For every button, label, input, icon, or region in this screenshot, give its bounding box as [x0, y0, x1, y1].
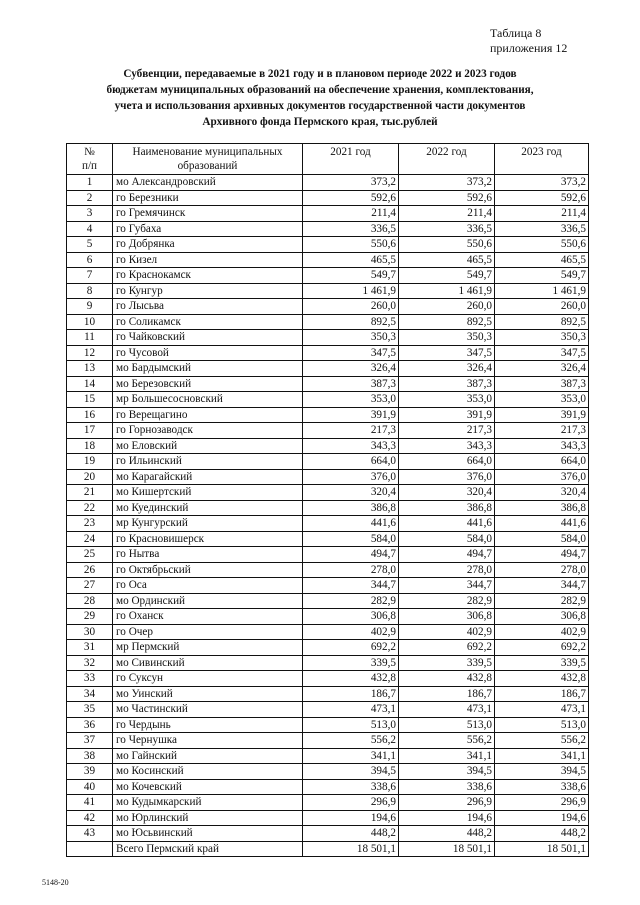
value-2021: 465,5 [303, 252, 399, 268]
value-2023: 344,7 [495, 578, 589, 594]
value-2022: 692,2 [399, 640, 495, 656]
municipality-name: го Горнозаводск [113, 423, 303, 439]
row-number: 3 [67, 206, 113, 222]
value-2021: 211,4 [303, 206, 399, 222]
row-number: 1 [67, 175, 113, 191]
table-row [67, 609, 589, 625]
value-2022: 513,0 [399, 717, 495, 733]
row-number: 4 [67, 221, 113, 237]
value-2021: 278,0 [303, 562, 399, 578]
value-2022: 296,9 [399, 795, 495, 811]
table-row [67, 268, 589, 284]
table-row [67, 500, 589, 516]
municipality-name: го Губаха [113, 221, 303, 237]
value-2023: 278,0 [495, 562, 589, 578]
value-2021: 18 501,1 [303, 841, 399, 857]
row-number: 11 [67, 330, 113, 346]
value-2022: 347,5 [399, 345, 495, 361]
municipality-name: го Октябрьский [113, 562, 303, 578]
value-2021: 513,0 [303, 717, 399, 733]
table-row [67, 593, 589, 609]
value-2021: 550,6 [303, 237, 399, 253]
value-2021: 494,7 [303, 547, 399, 563]
municipality-name: го Чайковский [113, 330, 303, 346]
value-2023: 448,2 [495, 826, 589, 842]
value-2023: 306,8 [495, 609, 589, 625]
table-row [67, 283, 589, 299]
value-2022: 432,8 [399, 671, 495, 687]
document-code: 5148-20 [42, 878, 69, 887]
value-2021: 320,4 [303, 485, 399, 501]
value-2021: 448,2 [303, 826, 399, 842]
municipality-name: го Краснокамск [113, 268, 303, 284]
value-2023: 336,5 [495, 221, 589, 237]
row-number: 40 [67, 779, 113, 795]
municipality-name: мо Кудымкарский [113, 795, 303, 811]
row-number: 26 [67, 562, 113, 578]
table-body [67, 175, 589, 857]
table-row [67, 702, 589, 718]
row-number: 13 [67, 361, 113, 377]
value-2023: 394,5 [495, 764, 589, 780]
row-number: 8 [67, 283, 113, 299]
row-number: 28 [67, 593, 113, 609]
municipality-name: го Соликамск [113, 314, 303, 330]
value-2023: 386,8 [495, 500, 589, 516]
table-row [67, 640, 589, 656]
value-2021: 592,6 [303, 190, 399, 206]
value-2022: 394,5 [399, 764, 495, 780]
title-line: учета и использования архивных документов государственной части документов [114, 100, 526, 112]
municipality-name: мо Ординский [113, 593, 303, 609]
table-row [67, 717, 589, 733]
value-2021: 549,7 [303, 268, 399, 284]
value-2022: 353,0 [399, 392, 495, 408]
municipality-name: мо Юрлинский [113, 810, 303, 826]
row-number: 24 [67, 531, 113, 547]
municipality-name: мо Косинский [113, 764, 303, 780]
table-row [67, 206, 589, 222]
value-2021: 664,0 [303, 454, 399, 470]
title-line: бюджетам муниципальных образований на обеспечение хранения, комплектования, [106, 84, 534, 96]
municipality-name: Всего Пермский край [113, 841, 303, 857]
header-name-line: Наименование муниципальных [132, 146, 283, 158]
table-header-row [67, 144, 589, 175]
value-2022: 306,8 [399, 609, 495, 625]
row-number: 37 [67, 733, 113, 749]
municipality-name: го Оса [113, 578, 303, 594]
value-2022: 465,5 [399, 252, 495, 268]
header-2023: 2023 год [495, 144, 589, 175]
value-2023: 338,6 [495, 779, 589, 795]
row-number: 6 [67, 252, 113, 268]
municipality-name: го Чернушка [113, 733, 303, 749]
value-2023: 387,3 [495, 376, 589, 392]
value-2021: 282,9 [303, 593, 399, 609]
table-row [67, 361, 589, 377]
value-2022: 338,6 [399, 779, 495, 795]
value-2021: 338,6 [303, 779, 399, 795]
table-row [67, 779, 589, 795]
value-2021: 326,4 [303, 361, 399, 377]
municipality-name: мо Гайнский [113, 748, 303, 764]
value-2022: 373,2 [399, 175, 495, 191]
municipality-name: мо Березовский [113, 376, 303, 392]
row-number: 22 [67, 500, 113, 516]
table-row [67, 485, 589, 501]
value-2021: 341,1 [303, 748, 399, 764]
value-2022: 278,0 [399, 562, 495, 578]
municipality-name: го Чердынь [113, 717, 303, 733]
value-2022: 664,0 [399, 454, 495, 470]
row-number: 43 [67, 826, 113, 842]
header-number [67, 144, 113, 175]
value-2022: 391,9 [399, 407, 495, 423]
value-2022: 387,3 [399, 376, 495, 392]
value-2023: 556,2 [495, 733, 589, 749]
row-number: 27 [67, 578, 113, 594]
municipality-name: мо Кочевский [113, 779, 303, 795]
value-2022: 344,7 [399, 578, 495, 594]
value-2023: 592,6 [495, 190, 589, 206]
value-2021: 432,8 [303, 671, 399, 687]
value-2021: 306,8 [303, 609, 399, 625]
header-name [113, 144, 303, 175]
header-2021: 2021 год [303, 144, 399, 175]
value-2021: 353,0 [303, 392, 399, 408]
value-2021: 336,5 [303, 221, 399, 237]
value-2023: 217,3 [495, 423, 589, 439]
header-number-symbol: № [84, 146, 95, 158]
row-number: 39 [67, 764, 113, 780]
value-2023: 549,7 [495, 268, 589, 284]
value-2023: 211,4 [495, 206, 589, 222]
value-2023: 194,6 [495, 810, 589, 826]
value-2023: 494,7 [495, 547, 589, 563]
row-number: 21 [67, 485, 113, 501]
row-number: 20 [67, 469, 113, 485]
value-2022: 326,4 [399, 361, 495, 377]
header-number-label: п/п [81, 160, 98, 172]
value-2021: 402,9 [303, 624, 399, 640]
row-number [67, 841, 113, 857]
value-2023: 341,1 [495, 748, 589, 764]
value-2023: 339,5 [495, 655, 589, 671]
value-2021: 217,3 [303, 423, 399, 439]
title-line: Субвенции, передаваемые в 2021 году и в плановом периоде 2022 и 2023 годов [123, 68, 517, 80]
municipality-name: мо Александровский [113, 175, 303, 191]
value-2022: 339,5 [399, 655, 495, 671]
value-2022: 260,0 [399, 299, 495, 315]
subsidies-table [66, 143, 589, 857]
value-2022: 341,1 [399, 748, 495, 764]
value-2021: 692,2 [303, 640, 399, 656]
row-number: 42 [67, 810, 113, 826]
municipality-name: го Нытва [113, 547, 303, 563]
value-2021: 186,7 [303, 686, 399, 702]
value-2022: 386,8 [399, 500, 495, 516]
table-row [67, 531, 589, 547]
value-2022: 194,6 [399, 810, 495, 826]
table-row [67, 423, 589, 439]
row-number: 14 [67, 376, 113, 392]
value-2022: 343,3 [399, 438, 495, 454]
value-2022: 211,4 [399, 206, 495, 222]
value-2022: 550,6 [399, 237, 495, 253]
value-2021: 376,0 [303, 469, 399, 485]
row-number: 23 [67, 516, 113, 532]
value-2022: 592,6 [399, 190, 495, 206]
row-number: 31 [67, 640, 113, 656]
municipality-name: мо Кишертский [113, 485, 303, 501]
value-2023: 376,0 [495, 469, 589, 485]
value-2022: 441,6 [399, 516, 495, 532]
value-2023: 664,0 [495, 454, 589, 470]
value-2023: 18 501,1 [495, 841, 589, 857]
row-number: 36 [67, 717, 113, 733]
table-row [67, 516, 589, 532]
table-number: Таблица 8 [490, 26, 542, 40]
table-row [67, 748, 589, 764]
table-row [67, 733, 589, 749]
row-number: 10 [67, 314, 113, 330]
row-number: 16 [67, 407, 113, 423]
value-2023: 326,4 [495, 361, 589, 377]
value-2023: 320,4 [495, 485, 589, 501]
row-number: 29 [67, 609, 113, 625]
table-row [67, 392, 589, 408]
value-2022: 402,9 [399, 624, 495, 640]
row-number: 25 [67, 547, 113, 563]
table-row [67, 376, 589, 392]
row-number: 33 [67, 671, 113, 687]
row-number: 7 [67, 268, 113, 284]
table-row [67, 314, 589, 330]
value-2022: 18 501,1 [399, 841, 495, 857]
municipality-name: го Добрянка [113, 237, 303, 253]
value-2022: 336,5 [399, 221, 495, 237]
appendix-reference: приложения 12 [490, 41, 568, 55]
municipality-name: го Очер [113, 624, 303, 640]
value-2023: 260,0 [495, 299, 589, 315]
table-row [67, 671, 589, 687]
value-2023: 1 461,9 [495, 283, 589, 299]
municipality-name: мо Бардымский [113, 361, 303, 377]
table-row [67, 330, 589, 346]
table-row [67, 175, 589, 191]
row-number: 35 [67, 702, 113, 718]
value-2023: 282,9 [495, 593, 589, 609]
value-2022: 473,1 [399, 702, 495, 718]
municipality-name: го Лысьва [113, 299, 303, 315]
value-2021: 347,5 [303, 345, 399, 361]
table-row [67, 454, 589, 470]
value-2021: 473,1 [303, 702, 399, 718]
row-number: 9 [67, 299, 113, 315]
table-row [67, 810, 589, 826]
municipality-name: го Оханск [113, 609, 303, 625]
table-row [67, 578, 589, 594]
value-2023: 550,6 [495, 237, 589, 253]
table-row [67, 299, 589, 315]
value-2021: 387,3 [303, 376, 399, 392]
value-2022: 350,3 [399, 330, 495, 346]
value-2022: 584,0 [399, 531, 495, 547]
value-2023: 402,9 [495, 624, 589, 640]
table-row [67, 469, 589, 485]
municipality-name: го Кизел [113, 252, 303, 268]
value-2023: 441,6 [495, 516, 589, 532]
value-2023: 350,3 [495, 330, 589, 346]
table-row [67, 795, 589, 811]
row-number: 15 [67, 392, 113, 408]
value-2023: 343,3 [495, 438, 589, 454]
municipality-name: го Верещагино [113, 407, 303, 423]
value-2023: 353,0 [495, 392, 589, 408]
value-2022: 1 461,9 [399, 283, 495, 299]
row-number: 30 [67, 624, 113, 640]
value-2021: 350,3 [303, 330, 399, 346]
table-row [67, 252, 589, 268]
table-row [67, 764, 589, 780]
table-row [67, 190, 589, 206]
table-row [67, 237, 589, 253]
row-number: 5 [67, 237, 113, 253]
value-2022: 448,2 [399, 826, 495, 842]
table-row [67, 655, 589, 671]
value-2022: 376,0 [399, 469, 495, 485]
row-number: 18 [67, 438, 113, 454]
value-2021: 394,5 [303, 764, 399, 780]
row-number: 38 [67, 748, 113, 764]
total-row [67, 841, 589, 857]
municipality-name: мр Пермский [113, 640, 303, 656]
municipality-name: мо Сивинский [113, 655, 303, 671]
row-number: 12 [67, 345, 113, 361]
municipality-name: мо Юсьвинский [113, 826, 303, 842]
municipality-name: мр Большесосновский [113, 392, 303, 408]
value-2021: 584,0 [303, 531, 399, 547]
value-2021: 386,8 [303, 500, 399, 516]
value-2022: 282,9 [399, 593, 495, 609]
municipality-name: мо Карагайский [113, 469, 303, 485]
value-2022: 186,7 [399, 686, 495, 702]
value-2022: 556,2 [399, 733, 495, 749]
table-row [67, 345, 589, 361]
municipality-name: мо Частинский [113, 702, 303, 718]
table-row [67, 221, 589, 237]
municipality-name: го Чусовой [113, 345, 303, 361]
value-2021: 194,6 [303, 810, 399, 826]
value-2021: 892,5 [303, 314, 399, 330]
municipality-name: мо Еловский [113, 438, 303, 454]
value-2023: 892,5 [495, 314, 589, 330]
value-2023: 465,5 [495, 252, 589, 268]
value-2023: 373,2 [495, 175, 589, 191]
municipality-name: го Суксун [113, 671, 303, 687]
value-2023: 186,7 [495, 686, 589, 702]
value-2023: 692,2 [495, 640, 589, 656]
header-2022: 2022 год [399, 144, 495, 175]
value-2022: 217,3 [399, 423, 495, 439]
value-2022: 549,7 [399, 268, 495, 284]
title-line: Архивного фонда Пермского края, тыс.рублей [202, 116, 438, 128]
municipality-name: го Кунгур [113, 283, 303, 299]
value-2022: 320,4 [399, 485, 495, 501]
value-2023: 347,5 [495, 345, 589, 361]
value-2022: 892,5 [399, 314, 495, 330]
value-2023: 473,1 [495, 702, 589, 718]
row-number: 19 [67, 454, 113, 470]
value-2021: 339,5 [303, 655, 399, 671]
table-row [67, 624, 589, 640]
municipality-name: мо Куединский [113, 500, 303, 516]
header-name-line: образований [177, 160, 238, 172]
value-2021: 373,2 [303, 175, 399, 191]
table-row [67, 826, 589, 842]
row-number: 41 [67, 795, 113, 811]
table-row [67, 686, 589, 702]
row-number: 17 [67, 423, 113, 439]
municipality-name: го Красновишерск [113, 531, 303, 547]
municipality-name: мр Кунгурский [113, 516, 303, 532]
municipality-name: го Ильинский [113, 454, 303, 470]
document-title [80, 66, 560, 130]
value-2021: 391,9 [303, 407, 399, 423]
value-2022: 494,7 [399, 547, 495, 563]
row-number: 32 [67, 655, 113, 671]
value-2021: 344,7 [303, 578, 399, 594]
table-row [67, 547, 589, 563]
table-reference [490, 26, 567, 56]
value-2021: 556,2 [303, 733, 399, 749]
municipality-name: мо Уинский [113, 686, 303, 702]
municipality-name: го Березники [113, 190, 303, 206]
value-2021: 343,3 [303, 438, 399, 454]
value-2021: 1 461,9 [303, 283, 399, 299]
value-2023: 391,9 [495, 407, 589, 423]
value-2021: 441,6 [303, 516, 399, 532]
table-row [67, 562, 589, 578]
value-2023: 513,0 [495, 717, 589, 733]
value-2023: 432,8 [495, 671, 589, 687]
value-2021: 260,0 [303, 299, 399, 315]
row-number: 2 [67, 190, 113, 206]
value-2023: 584,0 [495, 531, 589, 547]
value-2021: 296,9 [303, 795, 399, 811]
row-number: 34 [67, 686, 113, 702]
municipality-name: го Гремячинск [113, 206, 303, 222]
table-row [67, 438, 589, 454]
value-2023: 296,9 [495, 795, 589, 811]
table-row [67, 407, 589, 423]
